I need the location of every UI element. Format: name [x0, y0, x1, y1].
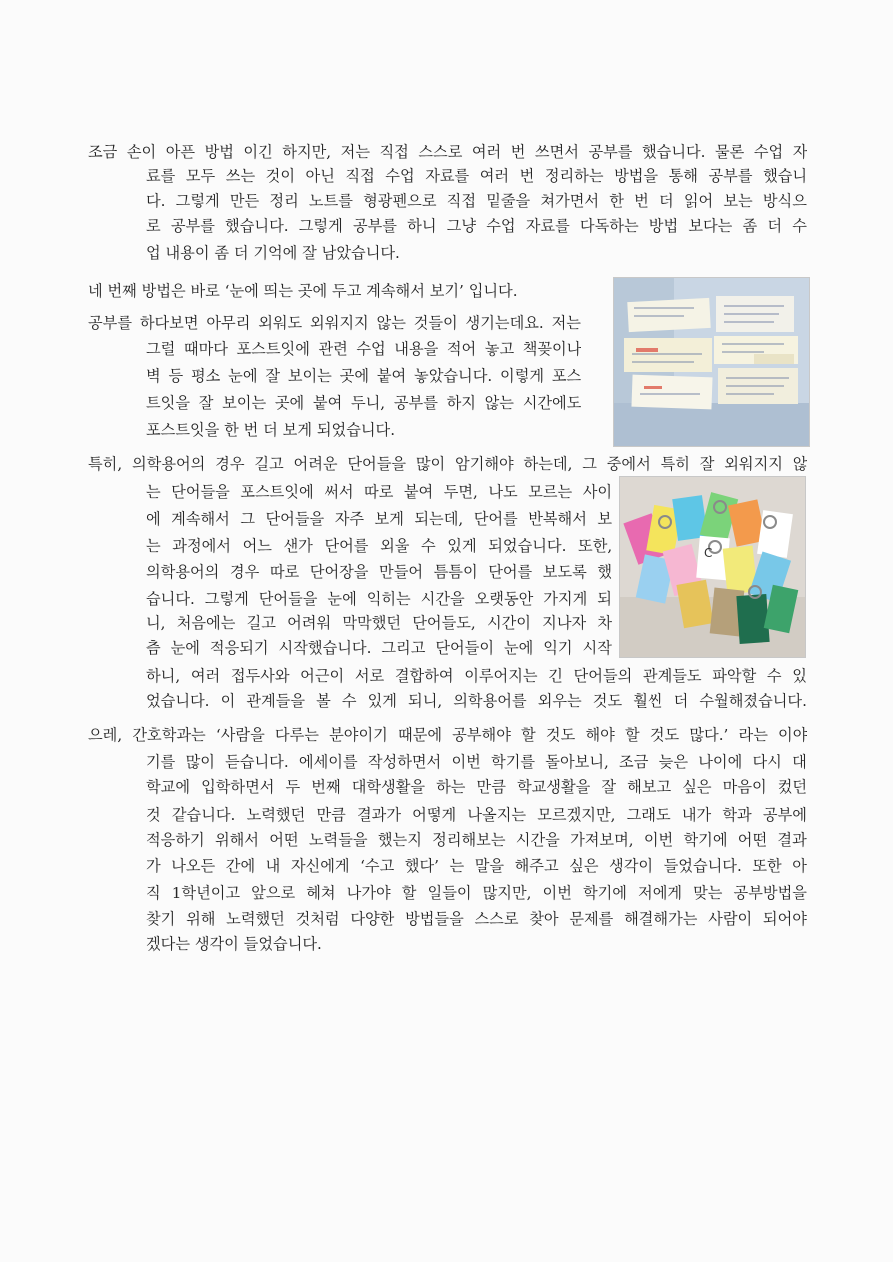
text-line: 로 공부를 했습니다. 그렇게 공부를 하니 그냥 수업 자료를 다독하는 방법 보다는 좀 더 수 — [146, 217, 807, 235]
text-line: 츰 눈에 적응되기 시작했습니다. 그리고 단어들이 눈에 익기 시작 — [146, 639, 612, 657]
text-line: 포스트잇을 한 번 더 보게 되었습니다. — [146, 421, 396, 439]
text-line: 니, 처음에는 길고 어려워 막막했던 단어들도, 시간이 지나자 차 — [146, 614, 612, 632]
postit-wall-image — [614, 278, 809, 446]
text-line: 직 1학년이고 앞으로 헤쳐 나가야 할 일들이 많지만, 이번 학기에 저에게 맞는 공부방법을 — [146, 884, 807, 902]
text-line: 하니, 여러 접두사와 어근이 서로 결합하여 이루어지는 긴 단어들의 관계들도 파악할 수 있 — [146, 667, 807, 685]
vocabulary-cards-image — [620, 477, 805, 657]
text-line: 는 단어들을 포스트잇에 써서 따로 붙여 두면, 나도 모르는 사이 — [146, 483, 612, 501]
text-line: 겠다는 생각이 들었습니다. — [146, 935, 322, 953]
text-line: 벽 등 평소 눈에 잘 보이는 곳에 붙여 놓았습니다. 이렇게 포스 — [146, 367, 581, 385]
text-line: 의학용어의 경우 따로 단어장을 만들어 틈틈이 단어를 보도록 했 — [146, 563, 612, 581]
text-line: 특히, 의학용어의 경우 길고 어려운 단어들을 많이 암기해야 하는데, 그 중에서 특히 잘 외워지지 않 — [88, 455, 807, 473]
text-line: 트잇을 잘 보이는 곳에 붙여 두니, 공부를 하지 않는 시간에도 — [146, 394, 581, 412]
text-line: 으레, 간호학과는 ‘사람을 다루는 분야이기 때문에 공부해야 할 것도 해야 할 것도 많다.’ 라는 이야 — [88, 726, 807, 744]
text-line: 업 내용이 좀 더 기억에 잘 남았습니다. — [146, 244, 400, 262]
text-line: 가 나오든 간에 내 자신에게 ‘수고 했다’ 는 말을 해주고 싶은 생각이 들었습니다. 또한 아 — [146, 857, 807, 875]
vocabulary-cards-photo — [619, 476, 806, 658]
text-line: 는 과정에서 어느 샌가 단어를 외울 수 있게 되었습니다. 또한, — [146, 537, 612, 555]
text-line: 그럴 때마다 포스트잇에 관련 수업 내용을 적어 놓고 책꽂이나 — [146, 340, 581, 358]
text-line: 네 번째 방법은 바로 ‘눈에 띄는 곳에 두고 계속해서 보기’ 입니다. — [88, 282, 518, 300]
text-line: 찾기 위해 노력했던 것처럼 다양한 방법들을 스스로 찾아 문제를 해결해가는 사람이 되어야 — [146, 910, 807, 928]
svg-text:C: C — [704, 546, 713, 560]
text-line: 조금 손이 아픈 방법 이긴 하지만, 저는 직접 스스로 여러 번 쓰면서 공부를 했습니다. 물론 수업 자 — [88, 143, 807, 161]
text-line: 에 계속해서 그 단어들을 자주 보게 되는데, 단어를 반복해서 보 — [146, 510, 612, 528]
text-line: 기를 많이 듣습니다. 에세이를 작성하면서 이번 학기를 돌아보니, 조금 늦은 나이에 다시 대 — [146, 753, 807, 771]
text-line: 습니다. 그렇게 단어들을 눈에 익히는 시간을 오랫동안 가지게 되 — [146, 590, 612, 608]
text-line: 료를 모두 쓰는 것이 아닌 직접 수업 자료를 여러 번 정리하는 방법을 통해 공부를 했습니 — [146, 167, 807, 185]
text-line: 다. 그렇게 만든 정리 노트를 형광펜으로 직접 밑줄을 쳐가면서 한 번 더 읽어 보는 방식으 — [146, 192, 807, 210]
postit-wall-photo — [613, 277, 810, 447]
text-line: 공부를 하다보면 아무리 외워도 외워지지 않는 것들이 생기는데요. 저는 — [88, 314, 581, 332]
text-line: 었습니다. 이 관계들을 볼 수 있게 되니, 의학용어를 외우는 것도 훨씬 더 수월해졌습니다. — [146, 692, 807, 710]
text-line: 학교에 입학하면서 두 번째 대학생활을 하는 만큼 학교생활을 잘 해보고 싶은 마음이 컸던 — [146, 778, 807, 796]
text-line: 적응하기 위해서 어떤 노력들을 했는지 정리해보는 시간을 가져보며, 이번 학기에 어떤 결과 — [146, 831, 807, 849]
text-line: 것 같습니다. 노력했던 만큼 결과가 어떻게 나올지는 모르겠지만, 그래도 내가 학과 공부에 — [146, 806, 807, 824]
